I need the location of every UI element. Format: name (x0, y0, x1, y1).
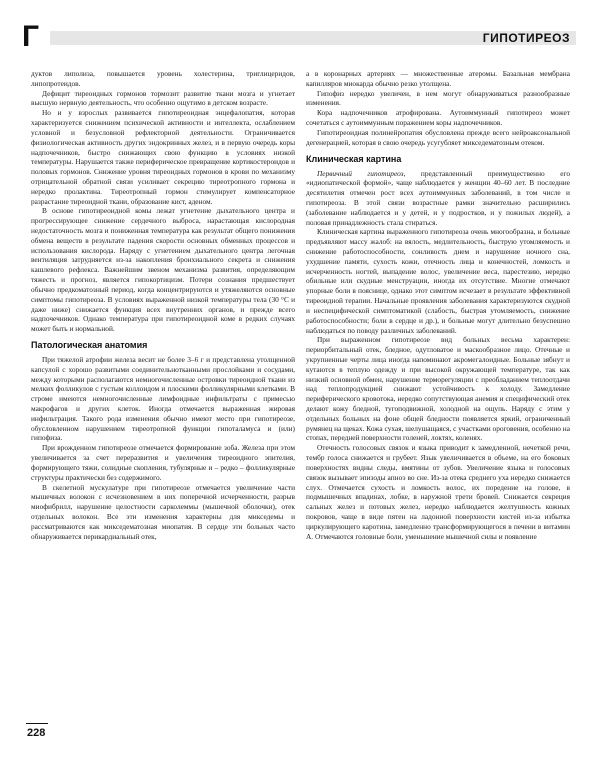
paragraph: Дефицит тиреоидных гормонов тормозит развитие ткани мозга и угнетает высшую нервную деятельность, что особенно ощутимо в детском возрасте. (31, 88, 295, 108)
paragraph: При врожденном гипотиреозе отмечается формирование зоба. Железа при этом увеличивается за счет переразвития и увеличения тиреоидного эпителия, формирующего тяжи, солидные скопления, тубулярные и – редко – фолликулярные структуры практически без содержимого. (31, 443, 295, 482)
paragraph: Отечность голосовых связок и языка приводит к замедленной, нечеткой речи, тембр голоса снижается и грубеет. Язык увеличивается в объеме, на его боковых поверхностях видны следы, вмятины от зубов. Увеличение языка и голосовых связок вызывает эпизоды апноэ во сне. Из-за отека среднего уха нередко снижается слух. Отмечается сухость и ломкость волос, их поредение на голове, в подмышечных впадинах, лобке, в наружной трети бровей. Снижается секреция сальных желез и потовых желез, нередко наблюдается желтушность кожных покровов, чаще в виде пятен на ладонной поверхности кистей из-за избытка циркулирующего каротина, замедленно трансформирующегося в печени в витамин А. Отмечаются головные боли, уменьшение мышечной силы и появление (306, 443, 570, 541)
section-letter: Г (22, 20, 40, 53)
paragraph: дуктов липолиза, повышается уровень холестерина, триглицеридов, липопротеидов. (31, 69, 295, 88)
paragraph: Гипотиреоидная полинейропатия обусловлена прежде всего нейроаксональной дегенерацией, которая в свою очередь усугубляет микседематозным отеком. (306, 127, 570, 147)
paragraph: Но и у взрослых развивается гипотиреоидная энцефалопатия, которая характеризуется снижением психической активности и интеллекта, ослаблением условной и безусловной рефлекторной деятельности. Ограничивается физиологическая активность других эндокринных желез, и в первую очередь коры надпочечников, быстро снижающих свою функцию в условиях низкой температуры. Нарушается также периферическое превращение кортикостероидов и половых гормонов. Снижение уровня тиреоидных гормонов в крови по механизму отрицательной обратной связи усиливает секрецию тиреотропного гормона и нередко пролактина. Тиреотропный гормон стимулирует компенсаторное разрастание тиреоидной ткани, образование кист, аденом. (31, 108, 295, 206)
section-heading-clinical: Клиническая картина (306, 153, 402, 164)
section-heading-pathology: Патологическая анатомия (31, 339, 148, 350)
paragraph: В скелетной мускулатуре при гипотиреозе отмечается увеличение части мышечных волокон с исчезновением в них поперечной исчерченности, разрыв миофибрилл, нарушение целостности сарколеммы (мышечной оболочки), отек отдельных волокон. Все эти изменения характерны для микседемы и рассматриваются как микседематозная миопатия. В сердце эти больных часто обнаруживается перикардиальный отек, (31, 482, 295, 541)
running-title: ГИПОТИРЕОЗ (482, 31, 570, 45)
left-column (31, 69, 295, 541)
paragraph-text: , представленный преимущественно его «идиопатической формой», чаще наблюдается у женщин 40–60 лет. В последние десятилетия отмечен рост всех аутоиммунных заболеваний, в том числе и гипотиреоза. В этой связи возрастные рамки значительно расширились (заболевание наблюдается и у детей, и у подростков, и у пожилых людей), а половая принадлежность стала стираться. (306, 168, 570, 227)
paragraph: В основе гипотиреоидной комы лежат угнетение дыхательного центра и прогрессирующее снижение сердечного выброса, нарастающая кислородная недостаточность мозга и пониженная температура как результат общего понижения обмена веществ в результате падения скорости основных обменных процессов и использования кислорода. Наряду с угнетением дыхательного центра легочная вентиляция затрудняется из-за накопления бронхиального секрета и снижения кашлевого рефлекса. Важнейшим звеном механизма развития, определяющим тяжесть и прогноз, является гипокортицизм. Потери сознания предшествует обычно предкоматозный период, когда концентрируются и утяжеляются основные симптомы гипотиреоза. В условиях выраженной низкой температуры тела (30 °C и даже ниже) снижается функция всех внутренних органов, и прежде всего надпочечников. Однако температура при гипотиреоидной коме в редких случаях может быть и нормальной. (31, 206, 295, 334)
term-primary-hypothyroidism: Первичный гипотиреоз (317, 168, 404, 178)
paragraph: Клиническая картина выраженного гипотиреоза очень многообразна, и больные предъявляют массу жалоб: на вялость, медлительность, быструю утомляемость и снижение работоспособности, сонливость днем и нарушение ночного сна, ухудшение памяти, сухость кожи, отечность лица и конечностей, ломкость и исчерченность ногтей, выпадение волос, увеличение веса, парестезию, нередко обильные или скудные менструации, иногда их отсутствие. Многие отмечают упорные боли в пояснице, однако этот симптом исчезает в результате эффективной тиреоидной терапии. Начальные проявления заболевания характеризуются скудной и неспецифической симптоматикой (слабость, быстрая утомляемость, снижение работоспособности; боли в сердце и др.), и больные могут длительно безуспешно наблюдаться по поводу различных заболеваний. (306, 227, 570, 335)
page-number-rule (26, 723, 48, 724)
paragraph: Гипофиз нередко увеличен, в нем могут обнаруживаться разнообразные изменения. (306, 88, 570, 108)
paragraph: а в коронарных артериях — множественные атеромы. Базальная мембрана капилляров миокарда обычно резко утолщена. (306, 69, 570, 88)
paragraph (306, 169, 570, 228)
right-column (306, 69, 570, 541)
paragraph: Кора надпочечников атрофирована. Аутоиммунный гипотиреоз может сочетаться с аутоиммунным поражением коры надпочечников. (306, 108, 570, 128)
paragraph: При выраженном гипотиреозе вид больных весьма характерен: периорбитальный отек, бледное, одутловатое и маскообразное лицо. Отечные и укрупненные черты лица иногда напоминают акромегалоидные. Больные зябнут и кутаются в теплую одежду и при высокой окружающей температуре, так как низкий основной обмен, нарушение терморегуляции с преобладанием теплоотдачи над теплопродукцией снижают устойчивость к холоду. Замедление периферического кровотока, нередко сопутствующая анемия и специфический отек делают кожу бледной, тугоподвижной, холодной на ощупь. Наряду с этим у отдельных больных на фоне общей бледности появляется яркий, ограниченный румянец на щеках. Кожа сухая, шелушащаяся, с участками ороговения, особенно на стопах, передней поверхности голеней, локтях, коленях. (306, 335, 570, 443)
paragraph: При тяжелой атрофии железа весит не более 3–6 г и представлена утолщенной капсулой с хорошо развитыми соединительнотканными прослойками и сосудами, между которыми располагаются немногочисленные островки тиреоидной ткани из мелких фолликулов с густым коллоидом и плоскими фолликулярными клетками. В строме имеются немногочисленные лимфоидные инфильтраты с примесью макрофагов и других клеток. Иногда отмечается выраженная жировая инфильтрация. Такого рода изменения обычно имеют место при гипотиреозе, обусловленном нарушением тиреотропной функции гипоталамуса и (или) гипофиза. (31, 354, 295, 443)
page-number: 228 (27, 727, 46, 739)
